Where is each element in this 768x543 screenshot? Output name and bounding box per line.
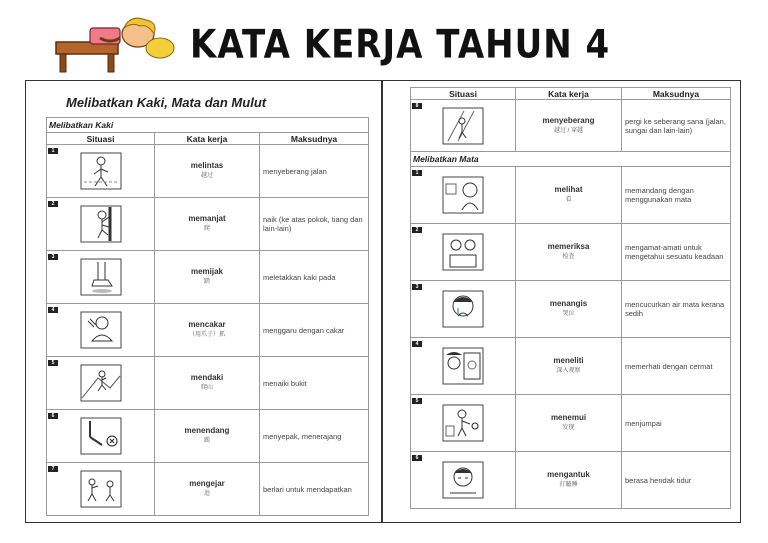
chinese-translation: 追 xyxy=(203,491,210,497)
column-header-situasi: Situasi xyxy=(47,133,155,145)
table-row xyxy=(411,100,731,152)
chinese-translation: 越过 xyxy=(200,173,213,179)
column-header-situasi: Situasi xyxy=(411,88,516,100)
worksheet-heading: Melibatkan Kaki, Mata dan Mulut xyxy=(66,95,267,110)
tired-student-clipart xyxy=(50,8,180,74)
column-header-kata-kerja: Kata kerja xyxy=(516,88,622,100)
chinese-translation: 越过 / 穿越 xyxy=(553,127,583,134)
row-number: 1 xyxy=(48,148,58,154)
table-row xyxy=(47,410,369,463)
table-row xyxy=(47,357,369,410)
row-number: 4 xyxy=(48,307,58,313)
verb-word: memanjat xyxy=(188,214,226,223)
row-number: 2 xyxy=(48,201,58,207)
verbs-table-mata xyxy=(410,87,731,509)
climbing-icon xyxy=(80,205,122,243)
row-number: 6 xyxy=(412,455,422,461)
row-number: 8 xyxy=(412,103,422,109)
looking-icon xyxy=(442,176,484,214)
verb-word: melintas xyxy=(190,161,224,170)
table-row xyxy=(411,224,731,281)
meaning-text: berlari untuk mendapatkan xyxy=(260,463,369,516)
verbs-table-kaki xyxy=(46,117,369,516)
table-row xyxy=(47,251,369,304)
column-header-maksudnya: Maksudnya xyxy=(260,133,369,145)
column-header-maksudnya: Maksudnya xyxy=(622,88,731,100)
table-row xyxy=(47,198,369,251)
chinese-translation: 深入观察 xyxy=(556,368,581,374)
right-worksheet xyxy=(382,80,741,523)
chinese-translation: 检查 xyxy=(562,254,575,260)
observing-icon xyxy=(442,347,484,385)
chinese-translation: 发现 xyxy=(562,425,575,431)
kicking-ball-icon xyxy=(80,417,122,455)
verb-word: memeriksa xyxy=(547,242,590,251)
chinese-translation: 爬山 xyxy=(200,385,213,391)
page-title: KATA KERJA TAHUN 4 xyxy=(190,22,611,68)
chinese-translation: 踏 xyxy=(203,279,210,285)
column-header-kata-kerja: Kata kerja xyxy=(155,133,260,145)
chasing-icon xyxy=(80,470,122,508)
meaning-text: memerhati dengan cermat xyxy=(622,338,731,395)
table-row xyxy=(47,145,369,198)
verb-word: mengantuk xyxy=(547,470,590,479)
meaning-text: memandang dengan menggunakan mata xyxy=(622,167,731,224)
chinese-translation: 看 xyxy=(565,197,572,203)
verb-word: melihat xyxy=(554,185,583,194)
meaning-text: naik (ke atas pokok, tiang dan lain-lain) xyxy=(260,198,369,251)
chinese-translation: 哭泣 xyxy=(562,311,575,317)
chinese-translation: 爬 xyxy=(203,226,210,232)
verb-word: mengejar xyxy=(189,479,225,488)
table-row xyxy=(411,395,731,452)
meaning-text: menggaru dengan cakar xyxy=(260,304,369,357)
row-number: 4 xyxy=(412,341,422,347)
meaning-text: menyeberang jalan xyxy=(260,145,369,198)
row-number: 3 xyxy=(412,284,422,290)
table-row xyxy=(411,452,731,509)
chinese-translation: 打瞌睡 xyxy=(559,482,578,488)
verb-word: mencakar xyxy=(188,320,226,329)
table-row xyxy=(47,304,369,357)
row-number: 6 xyxy=(48,413,58,419)
table-row xyxy=(411,281,731,338)
verb-word: menendang xyxy=(184,426,230,435)
crying-icon xyxy=(442,290,484,328)
meaning-text: menaiki bukit xyxy=(260,357,369,410)
section-label: Melibatkan Kaki xyxy=(47,118,369,133)
chinese-translation: （用爪子）抓 xyxy=(188,332,225,338)
stepping-icon xyxy=(80,258,122,296)
table-row xyxy=(47,463,369,516)
crossing-road-icon xyxy=(80,152,122,190)
scratching-icon xyxy=(80,311,122,349)
row-number: 5 xyxy=(412,398,422,404)
row-number: 1 xyxy=(412,170,422,176)
row-number: 2 xyxy=(412,227,422,233)
verb-word: menemui xyxy=(550,413,587,422)
examining-icon xyxy=(442,233,484,271)
crossing-icon xyxy=(442,107,484,145)
hiking-icon xyxy=(80,364,122,402)
meaning-text: berasa hendak tidur xyxy=(622,452,731,509)
section-label: Melibatkan Mata xyxy=(411,152,731,167)
row-number: 5 xyxy=(48,360,58,366)
row-number: 7 xyxy=(48,466,58,472)
chinese-translation: 踢 xyxy=(203,438,210,444)
left-worksheet xyxy=(25,80,382,523)
table-row xyxy=(411,338,731,395)
meaning-text: menyepak, menerajang xyxy=(260,410,369,463)
meaning-text: pergi ke seberang sana (jalan, sungai dan lain-lain) xyxy=(622,100,731,152)
table-row xyxy=(411,167,731,224)
sleepy-icon xyxy=(442,461,484,499)
verb-word: menyeberang xyxy=(542,115,595,125)
verb-word: memijak xyxy=(190,267,224,276)
meaning-text: mengamat-amati untuk mengetahui sesuatu keadaan xyxy=(622,224,731,281)
verb-word: mendaki xyxy=(190,373,224,382)
verb-word: meneliti xyxy=(553,356,584,365)
finding-icon xyxy=(442,404,484,442)
row-number: 3 xyxy=(48,254,58,260)
meaning-text: menjumpai xyxy=(622,395,731,452)
verb-word: menangis xyxy=(549,299,588,308)
meaning-text: meletakkan kaki pada xyxy=(260,251,369,304)
meaning-text: mencucurkan air mata kerana sedih xyxy=(622,281,731,338)
